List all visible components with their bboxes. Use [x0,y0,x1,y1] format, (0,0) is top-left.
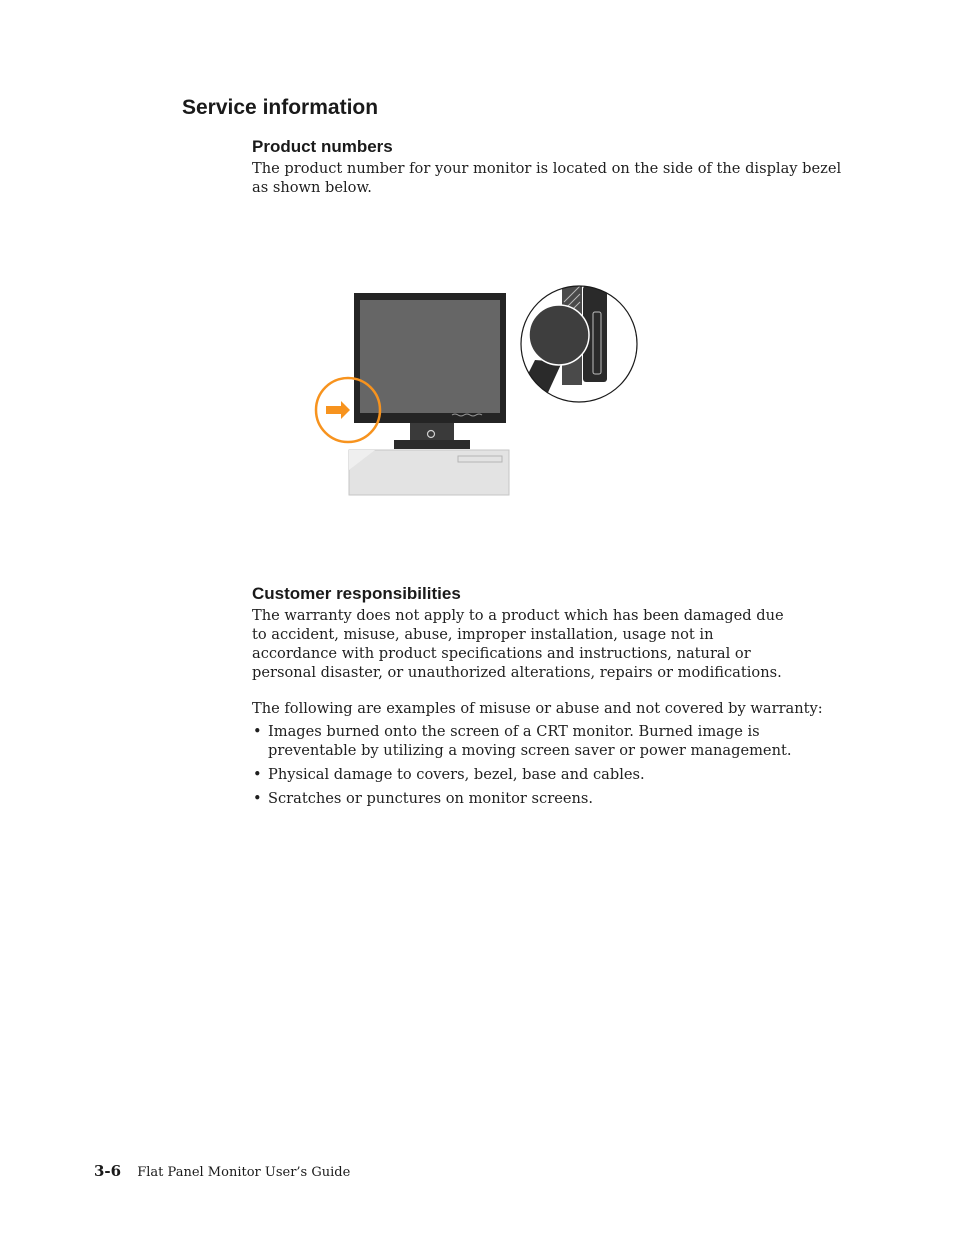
list-item [252,789,842,808]
list-item-text: Scratches or punctures on monitor screens. [268,790,593,807]
product-numbers-text: The product number for your monitor is located on the side of the display bezel as shown below. [252,160,842,196]
misuse-intro: The following are examples of misuse or abuse and not covered by warranty: [252,700,823,717]
customer-responsibilities-heading: Customer responsibilities [252,584,461,603]
product-numbers-heading: Product numbers [252,137,393,156]
page-number: 3-6 [94,1162,122,1180]
bullet-icon: • [253,766,262,783]
monitor-illustration-icon [300,280,660,505]
list-item [252,722,842,760]
list-item [252,765,842,784]
bullet-icon: • [253,790,262,807]
page-footer [94,1162,350,1180]
document-title: Flat Panel Monitor User’s Guide [137,1165,351,1180]
list-item-text: Physical damage to covers, bezel, base and cables. [268,766,645,783]
misuse-list [252,722,842,813]
section-title: Service information [182,96,379,119]
customer-responsibilities-text: The warranty does not apply to a product which has been damaged due to accident, misuse, abuse, improper installation, usage not in accordance with product specifications and instructions, natural or personal disaster, or unauthorized alterations, repairs or modifications. [252,607,784,681]
list-item-text: Images burned onto the screen of a CRT monitor. Burned image is preventable by utilizing a moving screen saver or power management. [268,723,792,759]
bullet-icon: • [253,723,262,740]
monitor-illustration [300,280,660,505]
